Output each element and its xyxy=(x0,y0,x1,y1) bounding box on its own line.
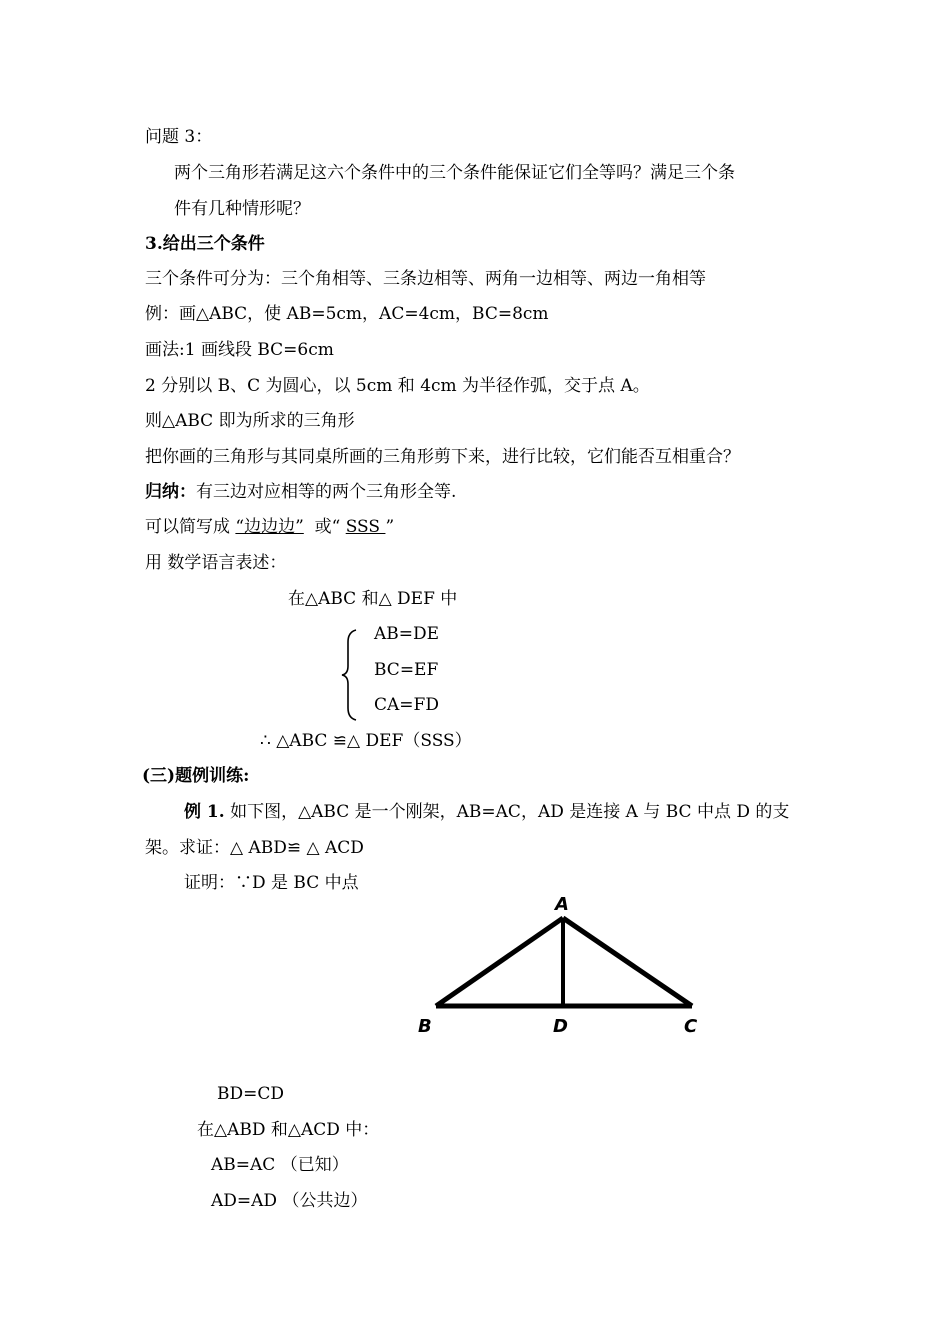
bd-equals-cd: BD=CD xyxy=(217,1084,285,1104)
method-step1: 画法:1 画线段 BC=6cm xyxy=(145,340,334,360)
example-text: 例：画△ABC，使 AB=5cm，AC=4cm，BC=8cm xyxy=(145,304,549,324)
sss-intro: 在△ABC 和△ DEF 中 xyxy=(288,589,458,609)
abbr-term-sss: SSS xyxy=(345,517,386,537)
math-language-label: 用 数学语言表述： xyxy=(145,553,287,573)
problem3-label: 问题 3： xyxy=(145,127,213,147)
section3-heading: 3.给出三个条件 xyxy=(145,234,265,254)
label-c: C xyxy=(684,1016,698,1037)
method-step2: 2 分别以 B、C 为圆心，以 5cm 和 4cm 为半径作弧，交于点 A。 xyxy=(145,376,650,396)
segment-ab xyxy=(436,918,563,1006)
abbr-mid: 或“ xyxy=(303,517,346,537)
ab-equals-ac: AB=AC （已知） xyxy=(211,1155,349,1175)
sss-conclusion: ∴ △ABC ≌△ DEF（SSS） xyxy=(260,731,472,751)
example1-line1 xyxy=(184,801,789,823)
abbreviation xyxy=(145,516,394,538)
condition-bc-ef: BC=EF xyxy=(374,660,439,680)
ad-equals-ad: AD=AD （公共边） xyxy=(211,1191,368,1211)
compare-text: 把你画的三角形与其同桌所画的三角形剪下来，进行比较，它们能否互相重合？ xyxy=(145,447,740,467)
example1-text: 如下图，△ABC 是一个刚架，AB=AC，AD 是连接 A 与 BC 中点 D 的支 xyxy=(224,802,790,822)
left-brace xyxy=(340,628,360,722)
proof-start: 证明：∵D 是 BC 中点 xyxy=(184,873,359,893)
triangle-frame-figure xyxy=(412,886,712,1046)
problem3-question-line2: 件有几种情形呢？ xyxy=(174,199,310,219)
summary-text: 有三边对应相等的两个三角形全等. xyxy=(196,482,457,502)
label-b: B xyxy=(418,1016,432,1037)
example1-line2: 架。求证：△ ABD≌ △ ACD xyxy=(145,838,364,858)
result-text: 则△ABC 即为所求的三角形 xyxy=(145,411,355,431)
section-three-heading: (三)题例训练: xyxy=(142,766,250,786)
summary xyxy=(145,481,456,503)
summary-label: 归纳： xyxy=(145,482,196,502)
condition-ca-fd: CA=FD xyxy=(374,695,439,715)
condition-ab-de: AB=DE xyxy=(374,624,440,644)
abbr-prefix: 可以简写成 xyxy=(145,517,236,537)
label-d: D xyxy=(553,1016,568,1037)
classify-text: 三个条件可分为：三个角相等、三条边相等、两角一边相等、两边一角相等 xyxy=(145,269,706,289)
abbr-suffix: ” xyxy=(385,517,395,537)
example1-label: 例 1. xyxy=(184,802,225,822)
problem3-question-line1: 两个三角形若满足这六个条件中的三个条件能保证它们全等吗？满足三个条 xyxy=(174,163,735,183)
in-triangles: 在△ABD 和△ACD 中： xyxy=(197,1120,380,1140)
abbr-term-bianbianbian: “边边边” xyxy=(235,517,304,537)
segment-ac xyxy=(563,918,692,1006)
label-a: A xyxy=(555,894,569,915)
